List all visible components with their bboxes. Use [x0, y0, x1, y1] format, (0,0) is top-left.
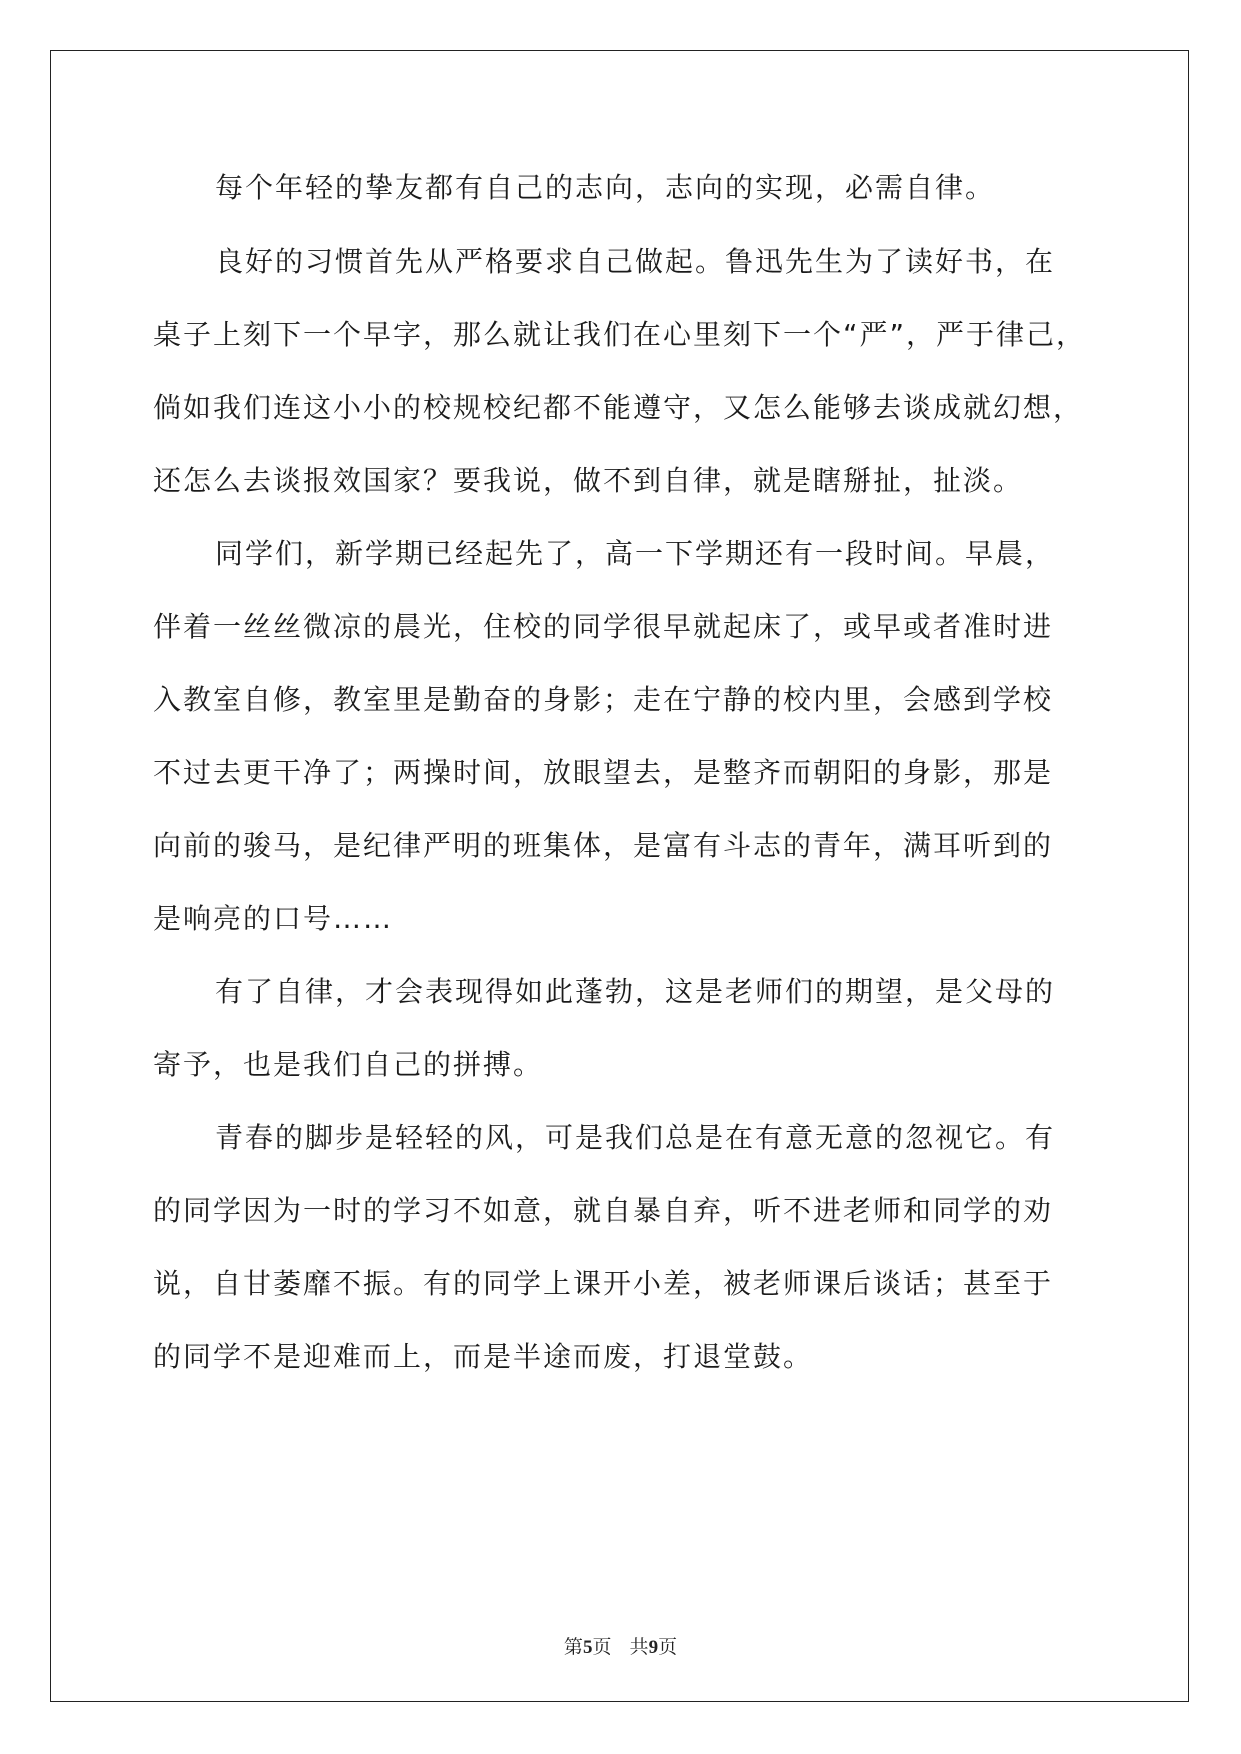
paragraph-4-line-2: 寄予，也是我们自己的拼搏。 — [153, 1048, 544, 1081]
paragraph-3-line-1: 同学们，新学期已经起先了，高一下学期还有一段时间。早晨， — [215, 537, 1056, 570]
paragraph-3-line-6: 是响亮的口号…… — [153, 902, 394, 935]
paragraph-3-line-5: 向前的骏马，是纪律严明的班集体，是富有斗志的青年，满耳听到的 — [153, 829, 1054, 862]
footer-prefix: 第 — [563, 1636, 583, 1658]
paragraph-3-line-3: 入教室自修，教室里是勤奋的身影；走在宁静的校内里，会感到学校 — [153, 683, 1054, 716]
footer-total-pages: 9 — [648, 1637, 659, 1658]
page-border — [50, 50, 1189, 1702]
paragraph-2-line-2: 桌子上刻下一个早字，那么就让我们在心里刻下一个“严”，严于律己， — [153, 318, 1087, 351]
paragraph-3-line-2: 伴着一丝丝微凉的晨光，住校的同学很早就起床了，或早或者准时进 — [153, 610, 1054, 643]
paragraph-5-line-1: 青春的脚步是轻轻的风，可是我们总是在有意无意的忽视它。有 — [215, 1121, 1056, 1154]
paragraph-5-line-3: 说，自甘萎靡不振。有的同学上课开小差，被老师课后谈话；甚至于 — [153, 1267, 1054, 1300]
paragraph-3-line-4: 不过去更干净了；两操时间，放眼望去，是整齐而朝阳的身影，那是 — [153, 756, 1054, 789]
paragraph-5-line-4: 的同学不是迎难而上，而是半途而废，打退堂鼓。 — [153, 1340, 814, 1373]
footer-mid: 页 共 — [592, 1636, 649, 1658]
paragraph-1-line-1: 每个年轻的挚友都有自己的志向，志向的实现，必需自律。 — [215, 171, 996, 204]
paragraph-2-line-1: 良好的习惯首先从严格要求自己做起。鲁迅先生为了读好书，在 — [215, 245, 1056, 278]
footer-suffix: 页 — [658, 1636, 678, 1658]
footer-page-number: 5 — [582, 1637, 593, 1658]
page-footer — [0, 1632, 1241, 1659]
paragraph-2-line-4: 还怎么去谈报效国家？要我说，做不到自律，就是瞎掰扯，扯淡。 — [153, 464, 1024, 497]
paragraph-2-line-3: 倘如我们连这小小的校规校纪都不能遵守，又怎么能够去谈成就幻想， — [153, 391, 1084, 424]
paragraph-5-line-2: 的同学因为一时的学习不如意，就自暴自弃，听不进老师和同学的劝 — [153, 1194, 1054, 1227]
paragraph-4-line-1: 有了自律，才会表现得如此蓬勃，这是老师们的期望，是父母的 — [215, 975, 1056, 1008]
